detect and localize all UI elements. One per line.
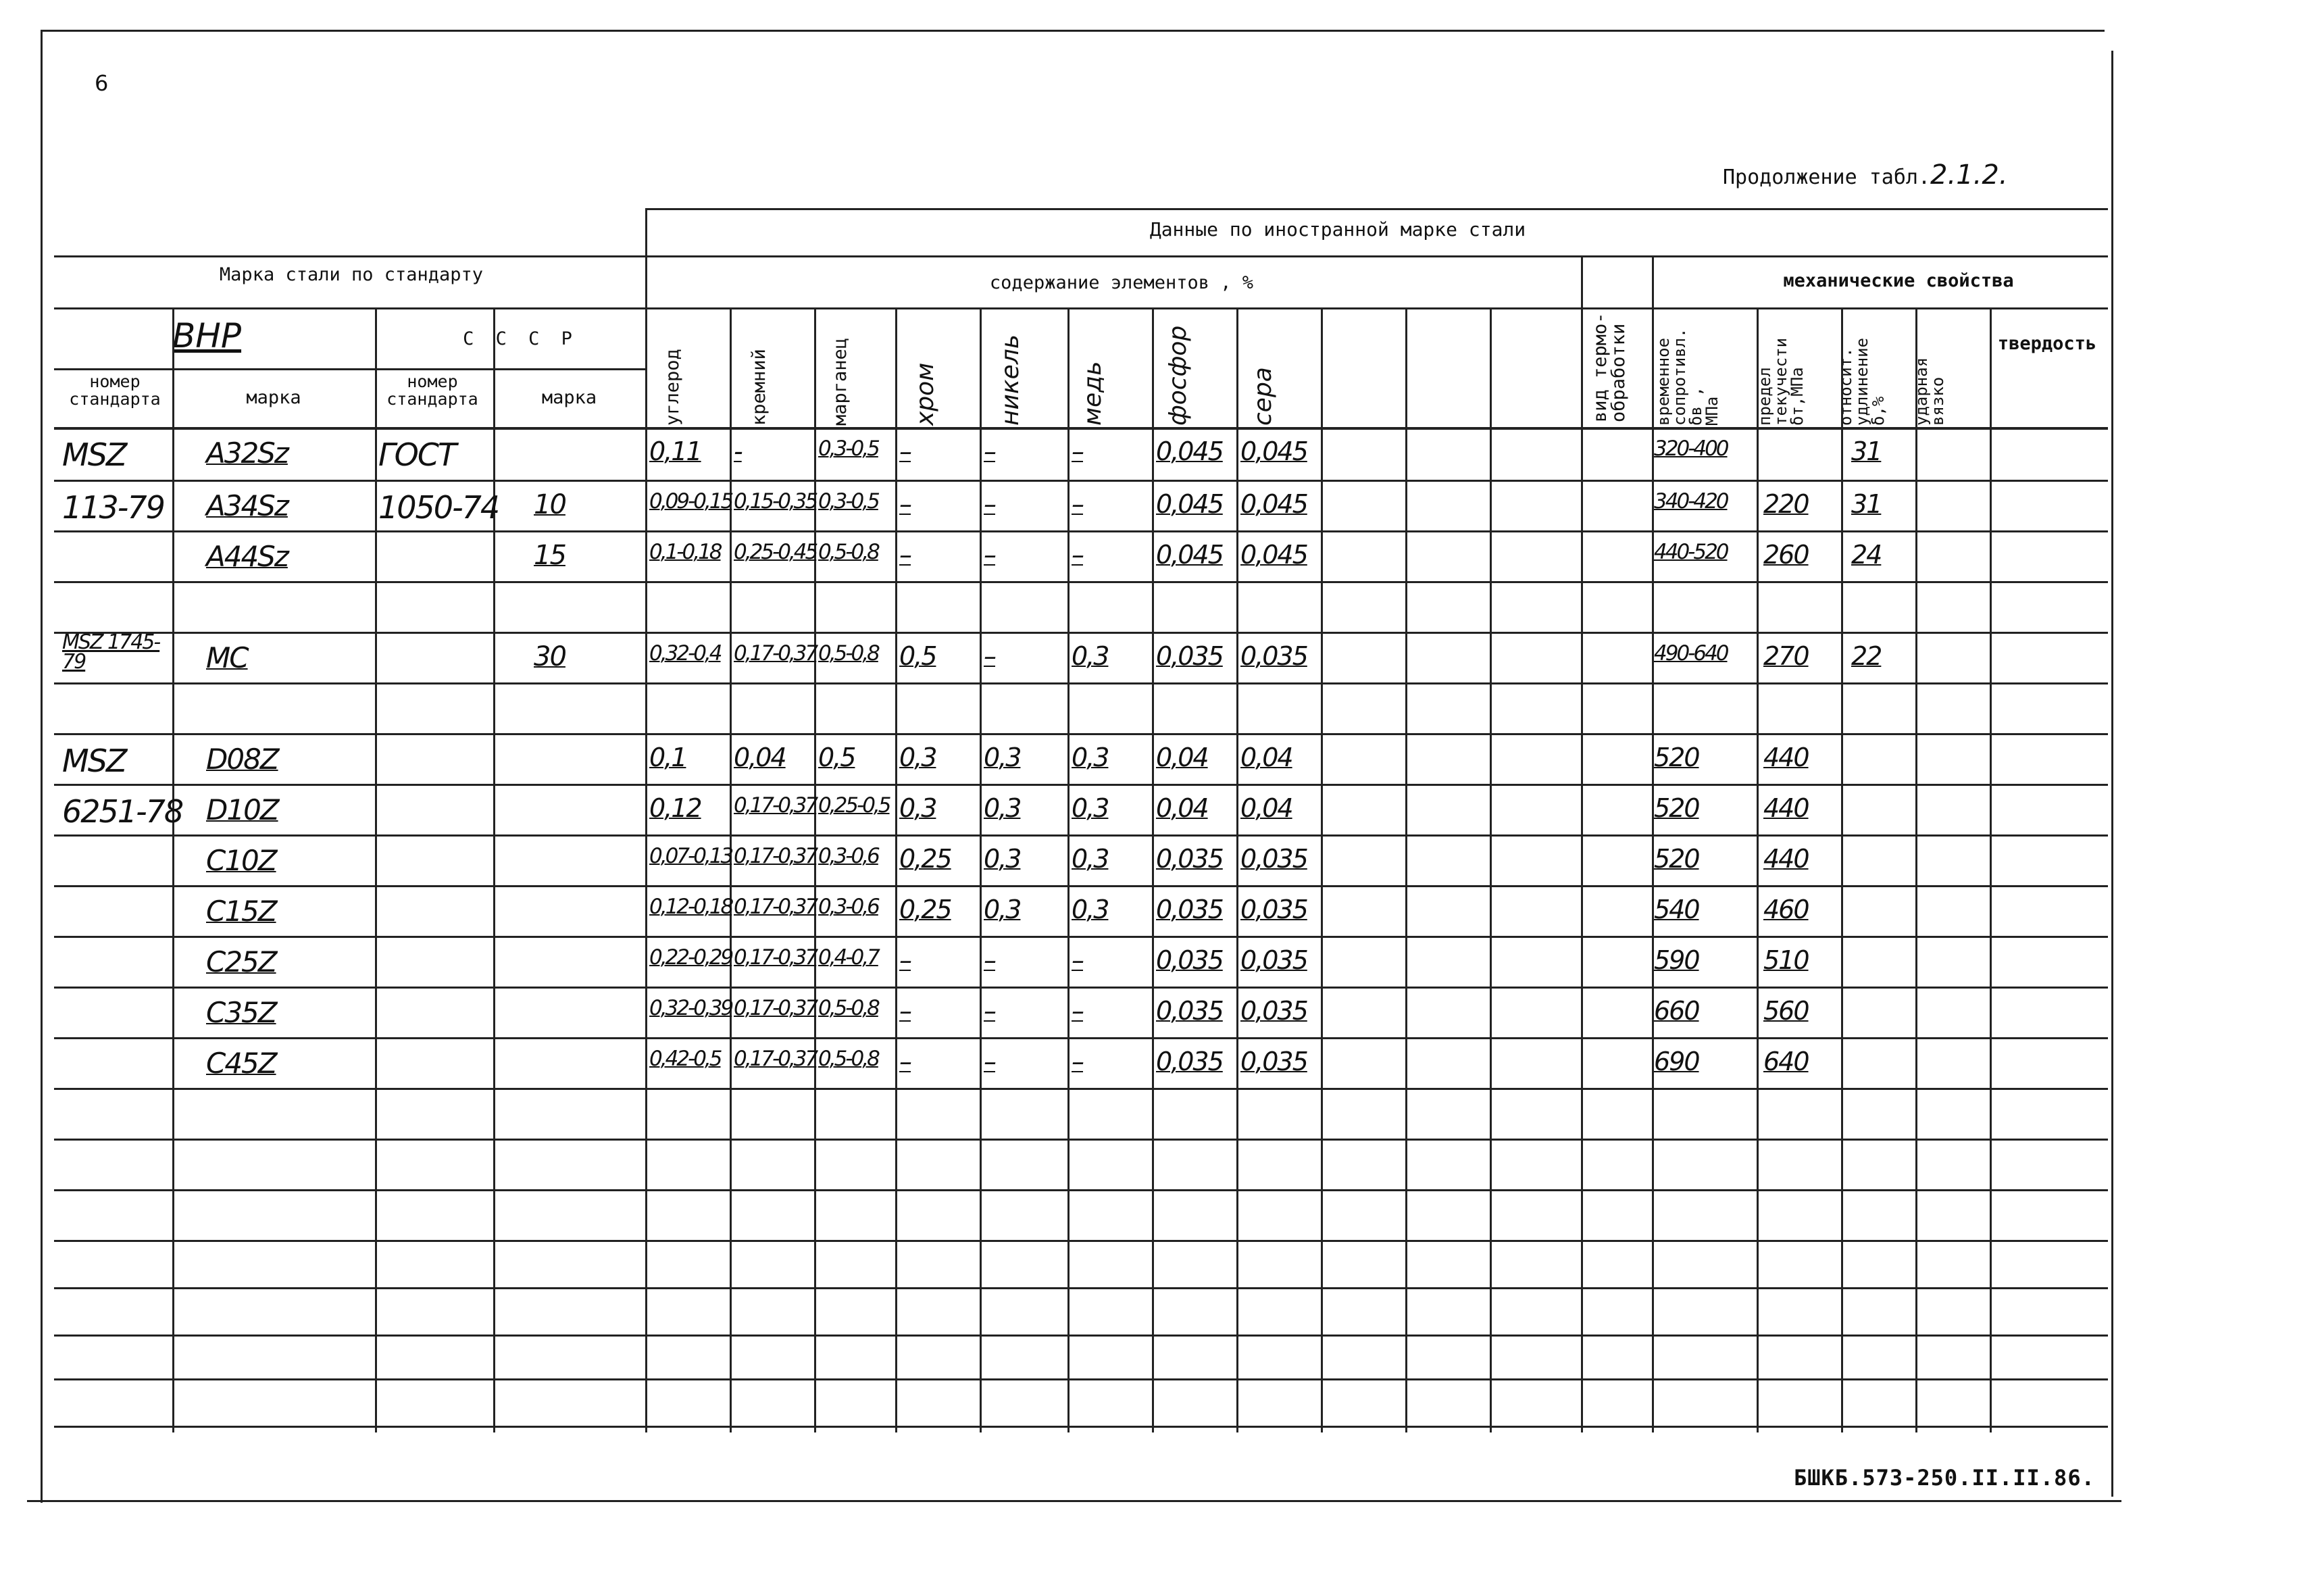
- table-cell: 0,09-0,15: [649, 489, 732, 514]
- table-cell: MSZ: [62, 743, 126, 779]
- table-cell: A34Sz: [206, 489, 288, 522]
- table-cell: MSZ 1745-79: [62, 630, 160, 674]
- document-code: БШКБ.573-250.II.II.86.: [1794, 1465, 2095, 1491]
- grid-line: [54, 632, 2108, 634]
- table-cell: 113-79: [62, 489, 164, 526]
- grid-line: [54, 581, 2108, 583]
- grid-line: [54, 834, 2108, 837]
- grid-line: [54, 1378, 2108, 1380]
- table-cell: A44Sz: [206, 540, 288, 573]
- grid-line: [54, 936, 2108, 938]
- table-cell: 0,32-0,4: [649, 641, 721, 666]
- grid-line: [1321, 307, 1323, 1432]
- table-cell: -: [734, 437, 742, 466]
- table-cell: 0,42-0,5: [649, 1047, 721, 1071]
- table-cell: 0,3: [984, 895, 1021, 924]
- grid-line: [814, 307, 816, 1432]
- table-cell: 0,1: [649, 743, 686, 772]
- table-cell: 0,25-0,5: [818, 793, 890, 818]
- table-cell: D10Z: [206, 793, 278, 826]
- table-cell: 0,5-0,8: [818, 996, 878, 1020]
- grid-line: [54, 1287, 2108, 1289]
- table-cell: MC: [206, 641, 248, 674]
- grid-line: [54, 1335, 2108, 1337]
- table-cell: 10: [534, 489, 565, 520]
- table-cell: 460: [1763, 895, 1809, 924]
- grid-line: [1915, 307, 1917, 1432]
- table-cell: –: [984, 489, 995, 519]
- table-cell: –: [899, 540, 911, 570]
- table-cell: –: [984, 437, 995, 466]
- table-cell: 0,035: [1240, 895, 1307, 924]
- table-cell: 440: [1763, 793, 1809, 823]
- table-cell: 0,04: [1156, 743, 1208, 772]
- table-cell: 0,04: [734, 743, 786, 772]
- table-cell: 31: [1851, 437, 1882, 466]
- table-cell: ГОСТ: [378, 437, 456, 473]
- table-cell: 0,035: [1240, 1047, 1307, 1076]
- table-cell: 0,17-0,37: [734, 895, 817, 919]
- table-cell: 0,3-0,6: [818, 844, 878, 868]
- table-cell: 0,12: [649, 793, 701, 823]
- grid-line: [1067, 307, 1070, 1432]
- table-cell: 0,04: [1240, 743, 1292, 772]
- element-header-copper: медь: [1079, 361, 1107, 426]
- element-header-silicon: кремний: [749, 349, 770, 426]
- table-cell: 640: [1763, 1047, 1809, 1076]
- grid-line: [1405, 307, 1407, 1432]
- table-cell: 0,07-0,13: [649, 844, 732, 868]
- table-cell: 560: [1763, 996, 1809, 1026]
- table-cell: 0,17-0,37: [734, 844, 817, 868]
- table-cell: 31: [1851, 489, 1882, 519]
- table-cell: 0,1-0,18: [649, 540, 721, 564]
- table-cell: 0,12-0,18: [649, 895, 732, 919]
- table-cell: C10Z: [206, 844, 276, 877]
- table-cell: 0,5-0,8: [818, 1047, 878, 1071]
- table-cell: 0,3: [984, 793, 1021, 823]
- elongation-header: относит. удлинение δ,%: [1836, 337, 1888, 426]
- table-cell: –: [899, 489, 911, 519]
- grid-line: [980, 307, 982, 1432]
- country-ussr-label: С С С Р: [463, 328, 578, 349]
- element-header-sulfur: сера: [1249, 367, 1277, 426]
- grid-line: [54, 480, 2108, 482]
- ussr-grade-header: марка: [541, 387, 597, 408]
- foreign-data-heading: Данные по иностранной марке стали: [1149, 218, 1526, 241]
- table-cell: 0,17-0,37: [734, 641, 817, 666]
- table-cell: 0,035: [1156, 1047, 1223, 1076]
- table-cell: 320-400: [1654, 437, 1728, 461]
- continuation-text: Продолжение табл.: [1723, 166, 1931, 189]
- hu-std-number-header: номер стандарта: [69, 372, 161, 409]
- table-cell: –: [984, 945, 995, 975]
- table-cell: C35Z: [206, 996, 276, 1029]
- element-header-phosphorus: фосфор: [1164, 325, 1192, 426]
- table-cell: –: [899, 437, 911, 466]
- grid-line: [1490, 307, 1492, 1432]
- table-cell: 0,5: [899, 641, 936, 671]
- table-cell: 1050-74: [378, 489, 499, 526]
- table-cell: 0,17-0,37: [734, 996, 817, 1020]
- grid-line: [493, 307, 495, 1432]
- continuation-number: 2.1.2.: [1930, 159, 2008, 191]
- table-cell: 0,3: [1072, 743, 1109, 772]
- table-cell: 0,3: [899, 793, 936, 823]
- table-cell: 520: [1654, 743, 1699, 772]
- table-cell: –: [984, 1047, 995, 1076]
- table-cell: 0,035: [1156, 945, 1223, 975]
- table-cell: 0,17-0,37: [734, 1047, 817, 1071]
- grid-line: [54, 733, 2108, 735]
- grid-line: [375, 307, 377, 1432]
- table-cell: 0,4-0,7: [818, 945, 878, 970]
- table-cell: 0,035: [1240, 945, 1307, 975]
- table-cell: 0,32-0,39: [649, 996, 732, 1020]
- mechanical-properties-heading: механические свойства: [1783, 270, 2014, 291]
- table-cell: 30: [534, 641, 565, 672]
- table-cell: –: [1072, 540, 1083, 570]
- table-cell: 0,035: [1156, 996, 1223, 1026]
- table-cell: –: [1072, 1047, 1083, 1076]
- grid-line: [54, 1426, 2108, 1428]
- table-cell: 0,045: [1240, 540, 1307, 570]
- table-cell: A32Sz: [206, 437, 288, 470]
- table-cell: MSZ: [62, 437, 126, 473]
- page-number: 6: [95, 70, 109, 96]
- table-cell: 0,035: [1156, 895, 1223, 924]
- table-cell: 0,3-0,6: [818, 895, 878, 919]
- table-cell: –: [899, 1047, 911, 1076]
- yield-strength-header: предел текучести δт,МПа: [1755, 337, 1807, 426]
- country-hungary-label: ВНР: [172, 316, 242, 355]
- table-cell: –: [1072, 945, 1083, 975]
- grid-line: [54, 1189, 2108, 1191]
- grid-line: [172, 307, 174, 1432]
- table-cell: 0,3: [1072, 641, 1109, 671]
- table-cell: 0,5: [818, 743, 855, 772]
- table-cell: 0,045: [1156, 437, 1223, 466]
- table-cell: 0,3: [984, 844, 1021, 874]
- tensile-strength-header: временное сопротивл. δв , МПа: [1654, 328, 1721, 426]
- table-cell: 0,3-0,5: [818, 437, 878, 461]
- table-cell: 0,17-0,37: [734, 793, 817, 818]
- table-cell: 0,25-0,45: [734, 540, 817, 564]
- grid-line: [54, 987, 2108, 989]
- hardness-header: твердость: [1997, 333, 2097, 354]
- elements-content-heading: содержание элементов , %: [989, 272, 1254, 293]
- table-cell: D08Z: [206, 743, 278, 776]
- table-cell: 0,035: [1156, 844, 1223, 874]
- table-cell: 490-640: [1654, 641, 1728, 666]
- table-cell: 440: [1763, 844, 1809, 874]
- table-cell: 0,045: [1156, 540, 1223, 570]
- table-cell: 510: [1763, 945, 1809, 975]
- table-cell: 6251-78: [62, 793, 183, 830]
- grid-line: [54, 885, 2108, 887]
- table-cell: 22: [1851, 641, 1882, 671]
- table-cell: 0,3: [984, 743, 1021, 772]
- table-cell: –: [984, 540, 995, 570]
- element-header-nickel: никель: [997, 334, 1024, 426]
- table-cell: 0,045: [1156, 489, 1223, 519]
- table-cell: 340-420: [1654, 489, 1728, 514]
- table-cell: 260: [1763, 540, 1809, 570]
- table-cell: 440: [1763, 743, 1809, 772]
- ussr-std-number-header: номер стандарта: [386, 372, 478, 409]
- hu-grade-header: марка: [246, 387, 301, 408]
- grid-line: [54, 307, 2108, 309]
- grid-line: [54, 1240, 2108, 1242]
- grid-line: [1581, 255, 1583, 1432]
- element-header-chromium: хром: [911, 362, 939, 426]
- element-header-carbon: углерод: [662, 349, 683, 426]
- table-cell: 0,3-0,5: [818, 489, 878, 514]
- table-cell: –: [984, 641, 995, 671]
- table-cell: 24: [1851, 540, 1882, 570]
- grid-line: [54, 530, 2108, 532]
- grid-line: [54, 1088, 2108, 1090]
- grid-line: [1236, 307, 1238, 1432]
- table-cell: –: [1072, 437, 1083, 466]
- grade-by-standard-heading: Марка стали по стандарту: [219, 264, 484, 285]
- grid-line: [895, 307, 897, 1432]
- grid-line: [54, 255, 2108, 257]
- impact-strength-header: ударная вязко: [1912, 357, 1947, 426]
- grid-line: [730, 307, 732, 1432]
- table-cell: 220: [1763, 489, 1809, 519]
- table-cell: 540: [1654, 895, 1699, 924]
- table-cell: 0,04: [1240, 793, 1292, 823]
- table-cell: 0,3: [1072, 895, 1109, 924]
- element-header-manganese: марганец: [830, 337, 851, 426]
- table-cell: 0,035: [1240, 641, 1307, 671]
- table-cell: 0,5-0,8: [818, 641, 878, 666]
- grid-line: [54, 682, 2108, 684]
- table-cell: 0,22-0,29: [649, 945, 732, 970]
- table-cell: 0,035: [1240, 844, 1307, 874]
- table-cell: 0,3: [1072, 844, 1109, 874]
- table-cell: 0,11: [649, 437, 701, 466]
- grid-line: [54, 1037, 2108, 1039]
- grid-line: [645, 208, 2108, 210]
- table-cell: –: [984, 996, 995, 1026]
- table-cell: 0,035: [1156, 641, 1223, 671]
- table-cell: 0,17-0,37: [734, 945, 817, 970]
- table-cell: C45Z: [206, 1047, 276, 1080]
- table-cell: 660: [1654, 996, 1699, 1026]
- grid-line: [1990, 307, 1992, 1432]
- table-cell: C25Z: [206, 945, 276, 978]
- grid-line: [54, 784, 2108, 786]
- heat-treatment-header: вид термо- обработки: [1590, 312, 1629, 422]
- table-cell: 0,04: [1156, 793, 1208, 823]
- table-cell: 0,5-0,8: [818, 540, 878, 564]
- table-cell: –: [1072, 489, 1083, 519]
- table-cell: 15: [534, 540, 565, 571]
- table-cell: 270: [1763, 641, 1809, 671]
- grid-line: [54, 1139, 2108, 1141]
- table-cell: 0,25: [899, 844, 951, 874]
- table-cell: –: [899, 945, 911, 975]
- table-cell: 0,25: [899, 895, 951, 924]
- grid-line: [1757, 307, 1759, 1432]
- table-cell: 520: [1654, 844, 1699, 874]
- table-cell: C15Z: [206, 895, 276, 928]
- table-cell: 440-520: [1654, 540, 1728, 564]
- table-cell: 0,045: [1240, 489, 1307, 519]
- table-cell: –: [1072, 996, 1083, 1026]
- table-cell: 0,15-0,35: [734, 489, 817, 514]
- table-cell: 520: [1654, 793, 1699, 823]
- grid-line: [1152, 307, 1154, 1432]
- grid-line: [54, 427, 2108, 430]
- table-cell: 0,3: [899, 743, 936, 772]
- table-cell: 0,035: [1240, 996, 1307, 1026]
- grid-line: [54, 368, 645, 370]
- table-cell: 690: [1654, 1047, 1699, 1076]
- table-cell: –: [899, 996, 911, 1026]
- table-cell: 590: [1654, 945, 1699, 975]
- table-cell: 0,3: [1072, 793, 1109, 823]
- table-cell: 0,045: [1240, 437, 1307, 466]
- grid-line: [645, 208, 647, 1432]
